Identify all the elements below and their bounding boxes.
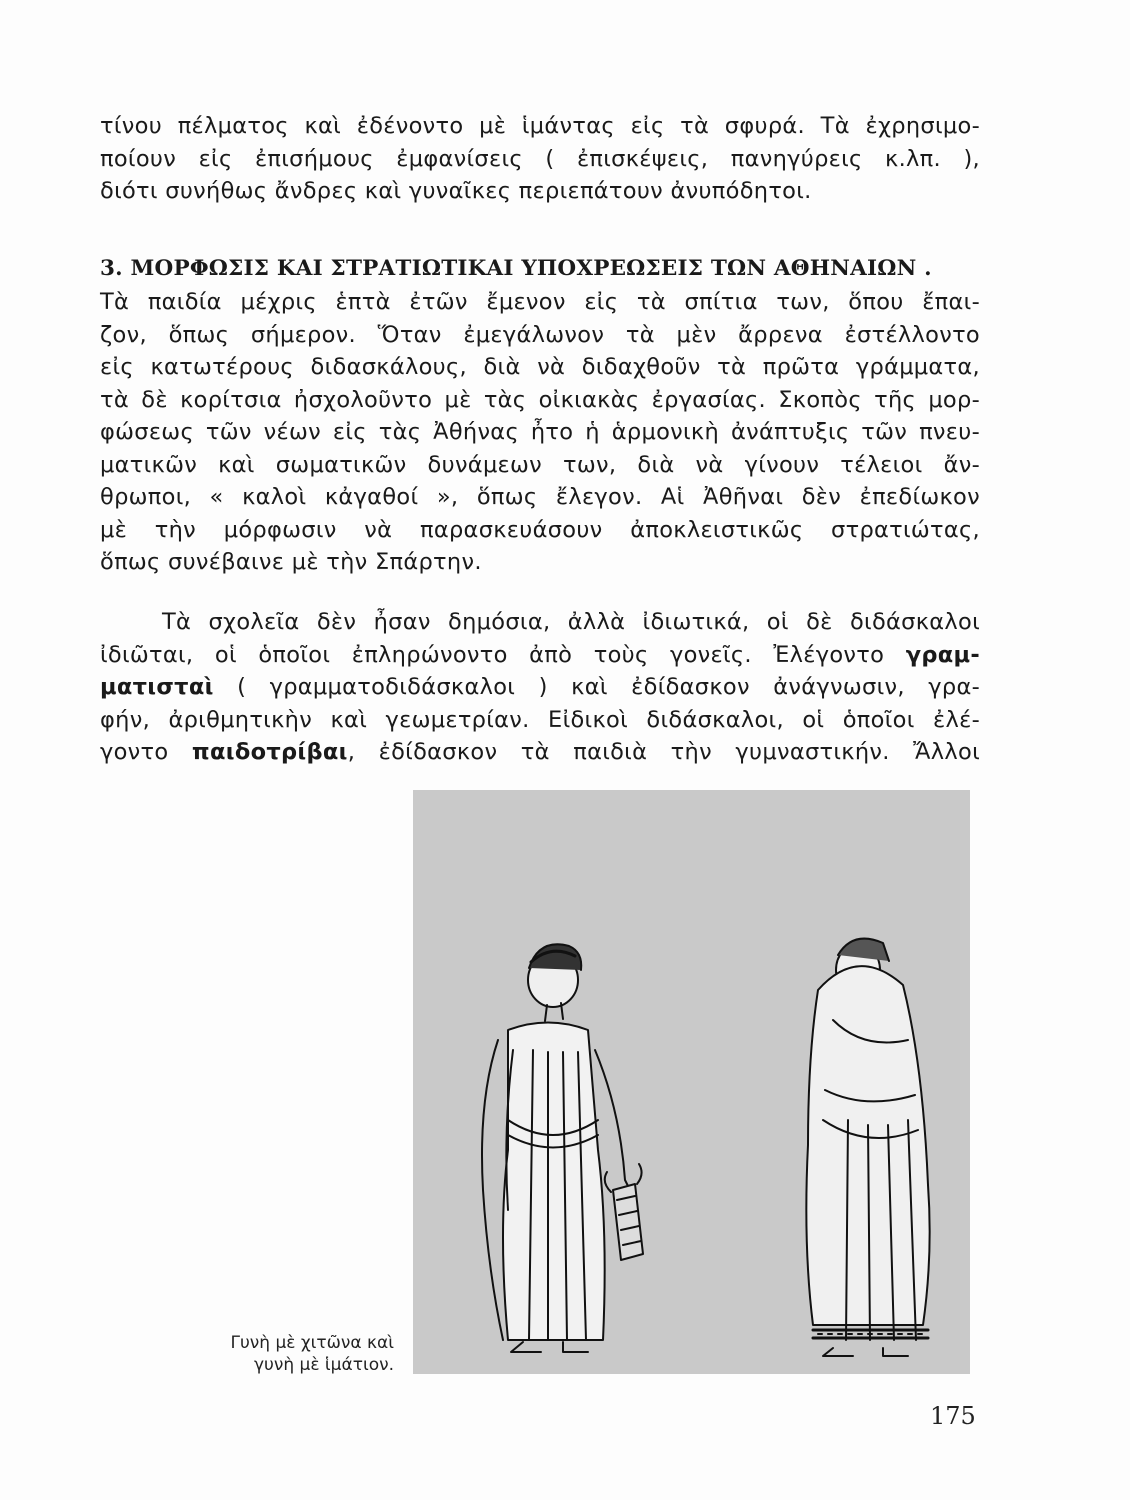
text-line: μὲ τὴν μόρφωσιν νὰ παρασκευάσουν ἀποκλειστικῶς στρατιώτας, <box>100 516 980 543</box>
text-segment: , ἐδίδασκον τὰ παιδιὰ τὴν γυμναστικήν. Ἄλλοι <box>347 739 980 765</box>
text-line: ζον, ὅπως σήμερον. Ὅταν ἐμεγάλωνον τὰ μὲν ἄρρενα ἐστέλλοντο <box>100 321 980 348</box>
text-segment: γοντο <box>100 739 192 765</box>
paragraph-education <box>100 286 980 579</box>
text-line: φήν, ἀριθμητικὴν καὶ γεωμετρίαν. Εἰδικοὶ διδάσκαλοι, οἱ ὁποῖοι ἐλέ- <box>100 706 980 733</box>
text-line: ματικῶν καὶ σωματικῶν δυνάμεων των, διὰ νὰ γίνουν τέλειοι ἄν- <box>100 451 980 478</box>
text-line: θρωποι, « καλοὶ κἀγαθοί », ὅπως ἔλεγον. Αἱ Ἀθῆναι δὲν ἐπεδίωκον <box>100 484 980 510</box>
text-line: εἰς κατωτέρους διδασκάλους, διὰ νὰ διδαχθοῦν τὰ πρῶτα γράμματα, <box>100 354 980 380</box>
caption-line: Γυνὴ μὲ χιτῶνα καὶ <box>230 1333 394 1353</box>
figure-drawing <box>413 790 970 1374</box>
text-line: τὰ δὲ κορίτσια ἠσχολοῦντο μὲ τὰς οἰκιακὰς ἐργασίας. Σκοπὸς τῆς μορ- <box>100 386 980 413</box>
text-line <box>100 671 980 704</box>
text-line: διότι συνήθως ἄνδρες καὶ γυναῖκες περιεπάτουν ἀνυπόδητοι. <box>100 178 812 204</box>
text-line: Τὰ παιδία μέχρις ἑπτὰ ἐτῶν ἔμενον εἰς τὰ σπίτια των, ὅπου ἔπαι- <box>100 289 980 315</box>
text-line: ποίουν εἰς ἐπισήμους ἐμφανίσεις ( ἐπισκέψεις, πανηγύρεις κ.λπ. ), <box>100 145 980 172</box>
caption-line: γυνὴ μὲ ἱμάτιον. <box>253 1355 394 1375</box>
woman-with-himation <box>806 939 929 1356</box>
text-line: τίνου πέλματος καὶ ἐδένοντο μὲ ἱμάντας εἰς τὰ σφυρά. Τὰ ἐχρησιμο- <box>100 113 980 139</box>
term-grammatistai-cont: ματισταὶ <box>100 674 214 700</box>
text-line: Τὰ σχολεῖα δὲν ἦσαν δημόσια, ἀλλὰ ἰδιωτικά, οἱ δὲ διδάσκαλοι <box>162 609 980 635</box>
figure-illustration <box>413 790 970 1374</box>
text-segment: ἰδιῶται, οἱ ὁποῖοι ἐπληρώνοντο ἀπὸ τοὺς γονεῖς. Ἐλέγοντο <box>100 641 906 668</box>
text-line <box>100 736 980 769</box>
term-paidotribai: παιδοτρίβαι <box>191 739 348 765</box>
text-line: ὅπως συνέβαινε μὲ τὴν Σπάρτην. <box>100 549 482 575</box>
text-line: φώσεως τῶν νέων εἰς τὰς Ἀθήνας ἦτο ἡ ἁρμονικὴ ἀνάπτυξις τῶν πνευ- <box>100 419 980 445</box>
figure-caption <box>172 1332 394 1376</box>
paragraph-schools <box>100 606 980 769</box>
term-grammatistai: γραμ- <box>905 641 980 668</box>
page-number: 175 <box>930 1402 976 1430</box>
section-heading: 3. ΜΟΡΦΩΣΙΣ ΚΑΙ ΣΤΡΑΤΙΩΤΙΚΑΙ ΥΠΟΧΡΕΩΣΕΙΣ ΤΩΝ ΑΘΗΝΑΙΩΝ . <box>100 256 932 281</box>
intro-paragraph <box>100 110 980 208</box>
woman-with-chiton <box>482 944 643 1352</box>
text-line <box>100 639 980 672</box>
text-segment: ( γραμματοδιδάσκαλοι ) καὶ ἐδίδασκον ἀνάγνωσιν, γρα- <box>213 674 980 700</box>
